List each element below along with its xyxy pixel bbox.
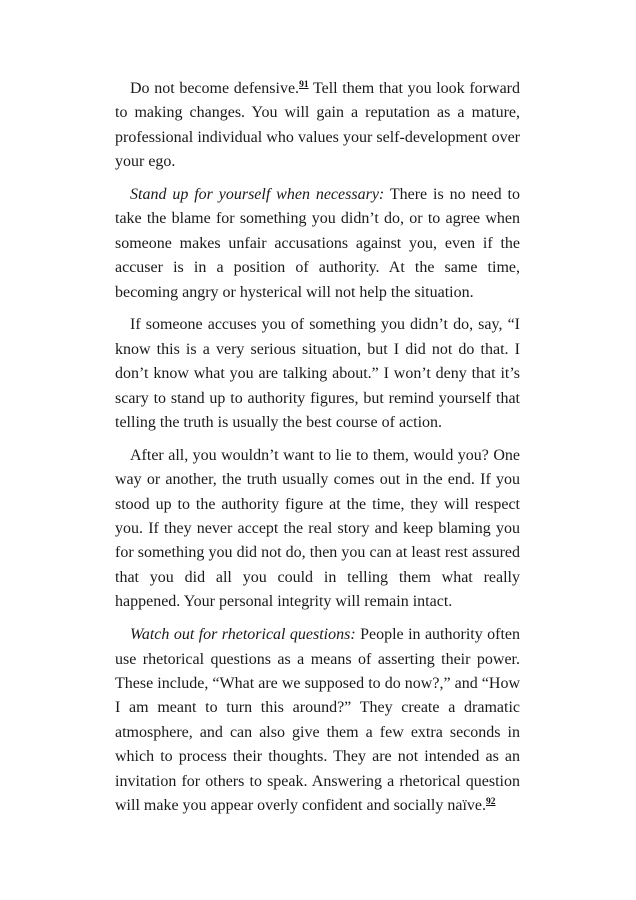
paragraph-5-text: People in authority often use rhetorical questions as a means of asserting their power. These include, “What are we supposed to do now?,” and “How I am meant to turn this around?” They create a dramatic atmosphere, and can also give them a few extra seconds in which to process their thoughts. They are not intended as an invitation for others to speak. Answering a rhetorical question will make you appear overly confident and socially naïve. xyxy=(115,626,520,814)
paragraph-2 xyxy=(115,183,520,305)
paragraph-4 xyxy=(115,444,520,615)
footnote-ref-92[interactable]: 92 xyxy=(485,796,496,807)
paragraph-1-text-after: Tell them that you look forward to making changes. You will gain a reputation as a mature, professional individual who values your self-development over your ego. xyxy=(115,80,520,171)
footnote-ref-91[interactable]: 91 xyxy=(299,80,309,90)
paragraph-1-text: Do not become defensive. xyxy=(130,80,300,97)
paragraph-5 xyxy=(115,623,520,818)
paragraph-2-heading: Stand up for yourself when necessary: xyxy=(130,186,385,204)
paragraph-2-text: There is no need to take the blame for something you didn’t do, or to agree when someone makes unfair accusations against you, even if the accuser is in a position of authority. At the same time, becoming angry or hysterical will not help the situation. xyxy=(115,186,520,301)
paragraph-3-text: If someone accuses you of something you didn’t do, say, “I know this is a very serious situation, but I did not do that. I don’t know what you are talking about.” I won’t deny that it’s scary to stand up to authority figures, but remind yourself that telling the truth is usually the best course of action. xyxy=(115,316,520,432)
paragraph-1 xyxy=(115,77,520,175)
paragraph-3 xyxy=(115,313,520,435)
book-page xyxy=(115,77,520,827)
paragraph-4-text: After all, you wouldn’t want to lie to them, would you? One way or another, the truth usually comes out in the end. If you stood up to the authority figure at the time, they will respect you. If they never accept the real story and keep blaming you for something you did not do, then you can at least rest assured that you did all you could in telling them what really happened. Your personal integrity will remain intact. xyxy=(115,446,520,611)
paragraph-5-heading: Watch out for rhetorical questions: xyxy=(130,626,356,644)
